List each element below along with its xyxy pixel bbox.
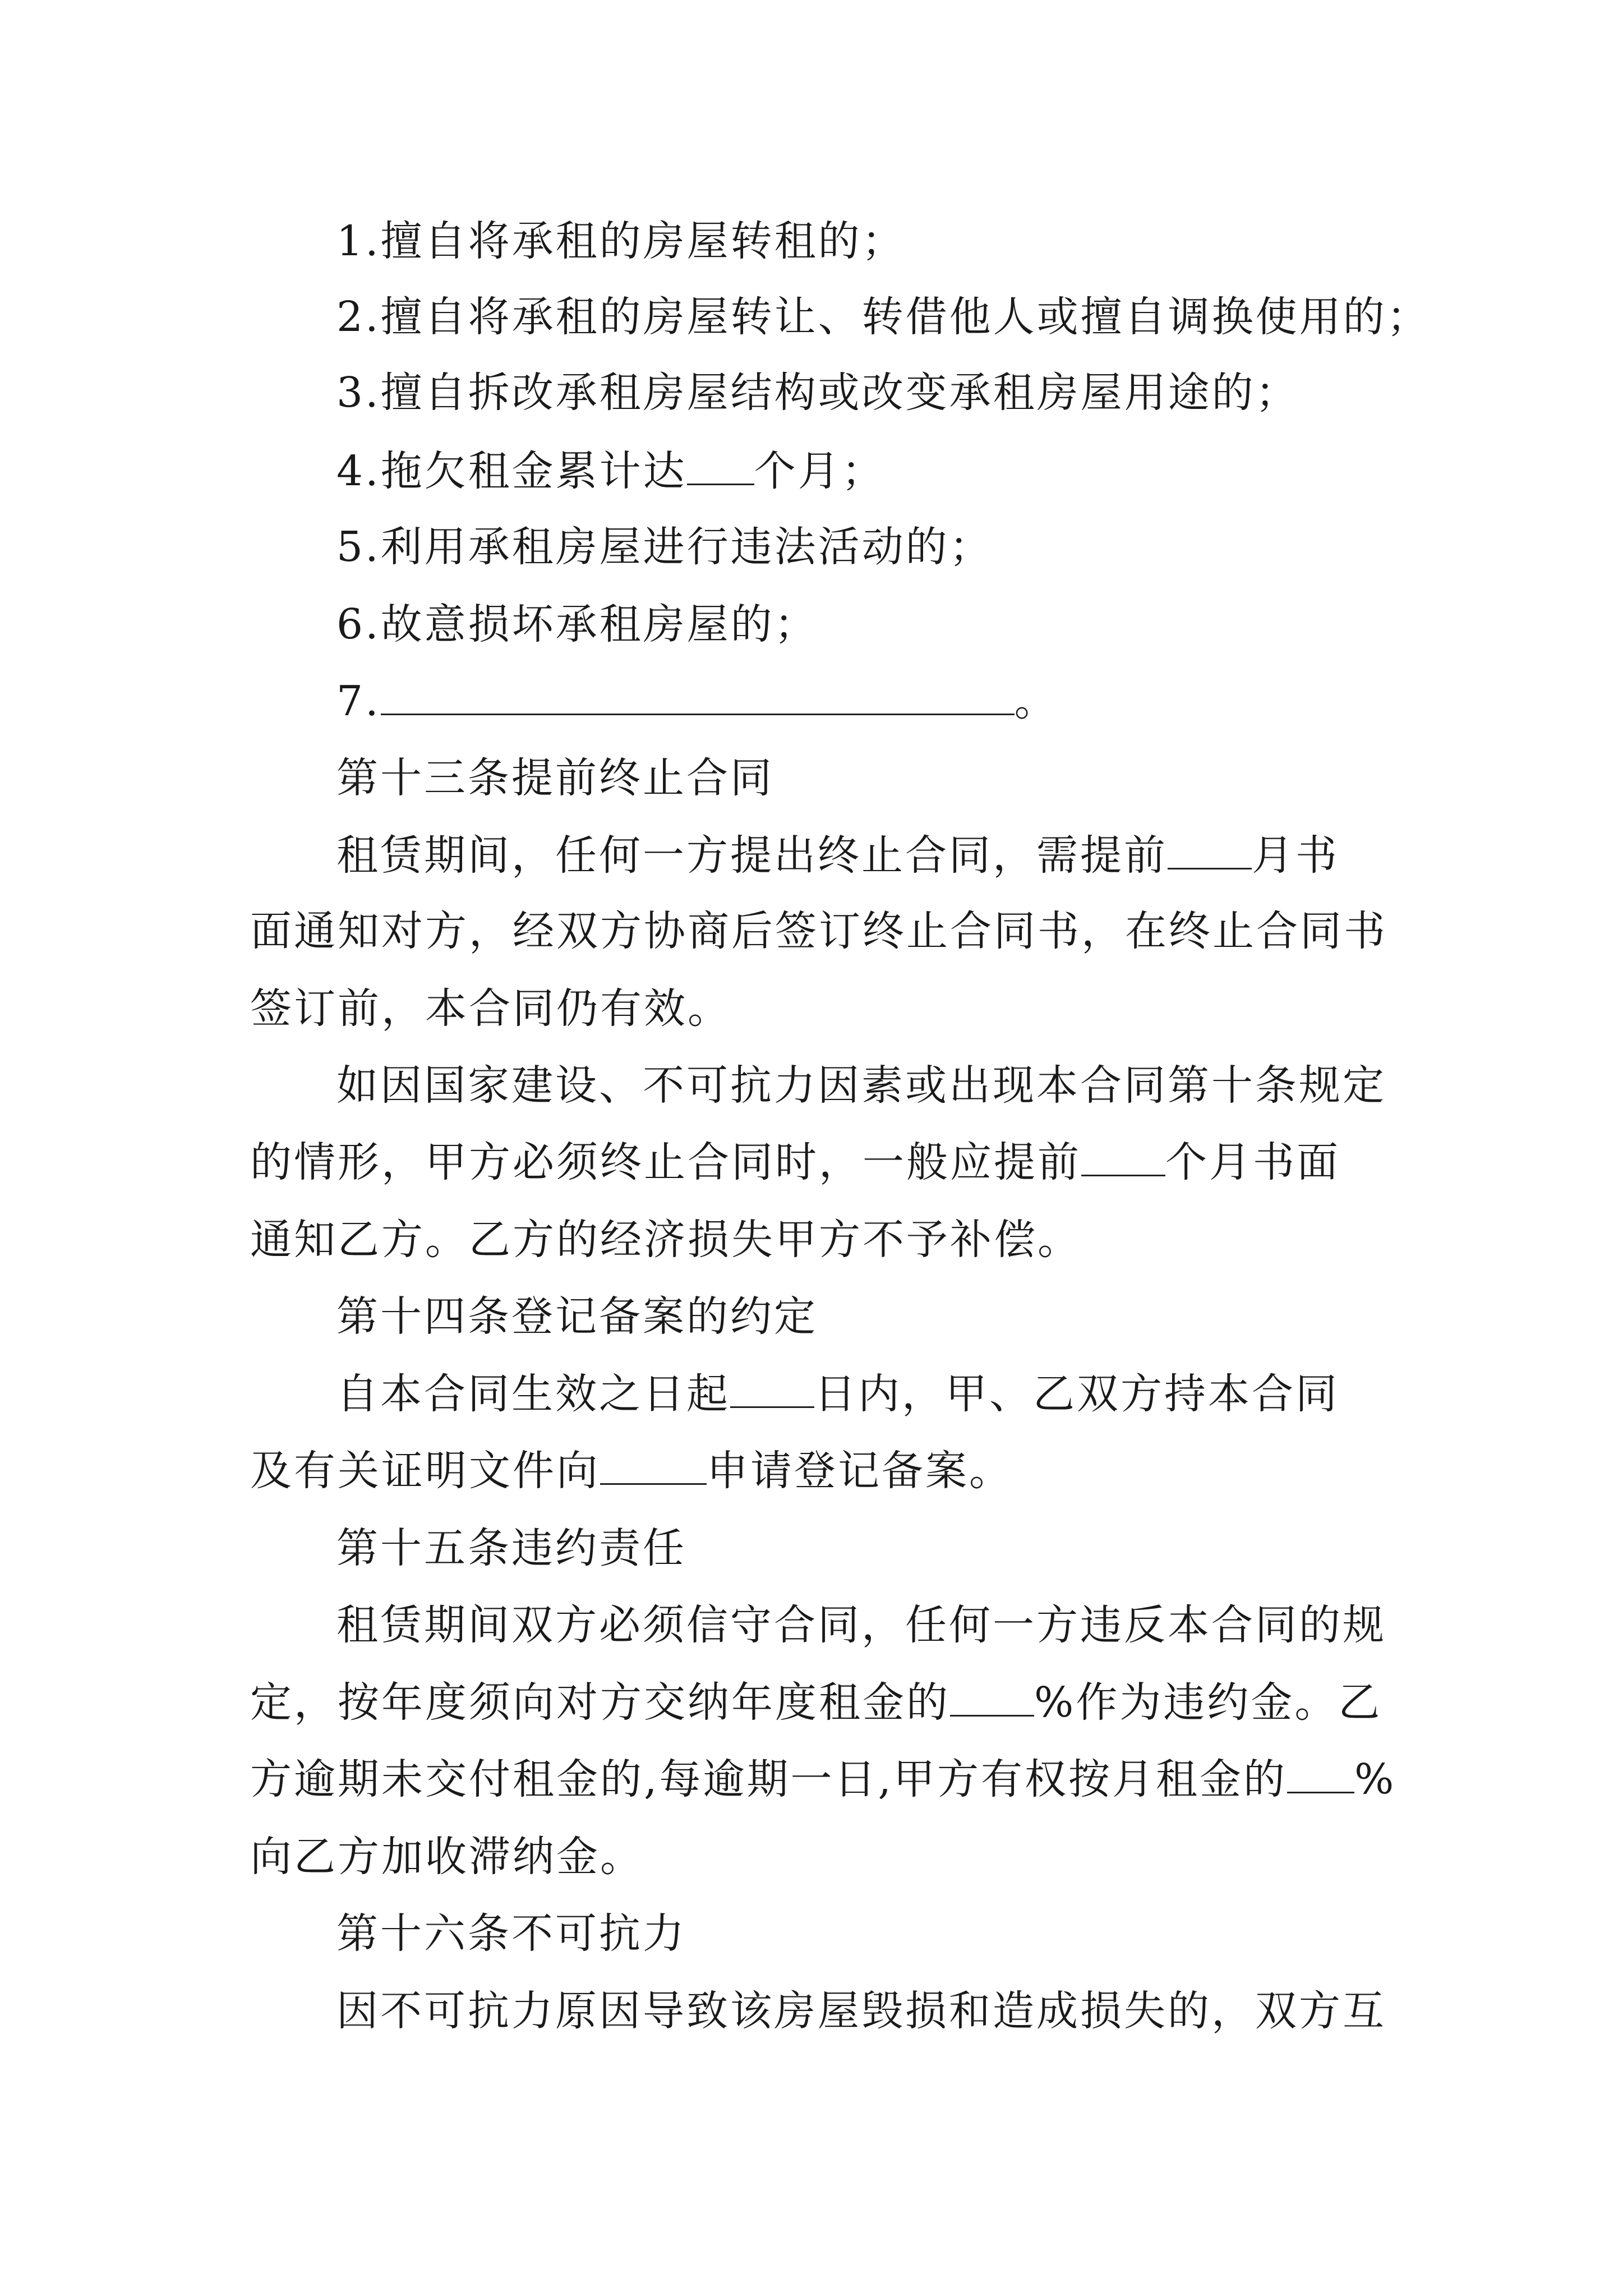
- clause-item-3: 3.擅自拆改承租房屋结构或改变承租房屋用途的；: [336, 369, 1299, 417]
- clause-item-2: 2.擅自将承租的房屋转让、转借他人或擅自调换使用的；: [336, 293, 1431, 341]
- article-13-text: 面通知对方，经双方协商后签订终止合同书，在终止合同书: [250, 907, 1387, 955]
- article-15-text: 定，按年度须向对方交纳年度租金的 %作为违约金。乙: [250, 1678, 1382, 1727]
- article-16-heading: 第十六条不可抗力: [336, 1910, 686, 1958]
- article-13-text: 如因国家建设、不可抗力因素或出现本合同第十条规定: [336, 1061, 1386, 1110]
- article-13-text: 通知乙方。乙方的经济损失甲方不予补偿。: [250, 1216, 1081, 1264]
- fill-blank: [687, 449, 754, 485]
- clause-item-4: 4.拖欠租金累计达 个月；: [336, 447, 886, 495]
- fill-blank: [730, 1372, 814, 1408]
- fill-blank: [1168, 833, 1252, 869]
- article-15-text: 租赁期间双方必须信守合同，任何一方违反本合同的规: [336, 1601, 1386, 1649]
- fill-blank: [950, 1680, 1034, 1717]
- article-13-heading: 第十三条提前终止合同: [336, 754, 774, 802]
- article-15-text: 向乙方加收滞纳金。: [250, 1833, 644, 1881]
- article-13-text: 签订前，本合同仍有效。: [250, 984, 731, 1033]
- article-14-text: 及有关证明文件向 申请登记备案。: [250, 1447, 1013, 1495]
- article-14-heading: 第十四条登记备案的约定: [336, 1292, 818, 1341]
- fill-blank: [600, 1448, 707, 1485]
- fill-blank: [1081, 1140, 1165, 1176]
- clause-item-7: 7. 。: [336, 677, 1058, 725]
- clause-item-5: 5.利用承租房屋进行违法活动的；: [336, 523, 993, 571]
- clause-item-6: 6.故意损坏承租房屋的；: [336, 600, 818, 648]
- article-15-text: 方逾期未交付租金的,每逾期一日,甲方有权按月租金的 %: [250, 1755, 1396, 1803]
- fill-blank: [381, 679, 1015, 715]
- article-16-text: 因不可抗力原因导致该房屋毁损和造成损失的，双方互: [336, 1987, 1386, 2035]
- article-14-text: 自本合同生效之日起 日内，甲、乙双方持本合同: [336, 1370, 1339, 1418]
- clause-item-1: 1.擅自将承租的房屋转租的；: [336, 217, 906, 265]
- article-15-heading: 第十五条违约责任: [336, 1524, 686, 1572]
- article-13-text: 租赁期间，任何一方提出终止合同，需提前 月书: [336, 831, 1339, 880]
- article-13-text: 的情形，甲方必须终止合同时，一般应提前 个月书面: [250, 1138, 1340, 1186]
- fill-blank: [1287, 1757, 1354, 1793]
